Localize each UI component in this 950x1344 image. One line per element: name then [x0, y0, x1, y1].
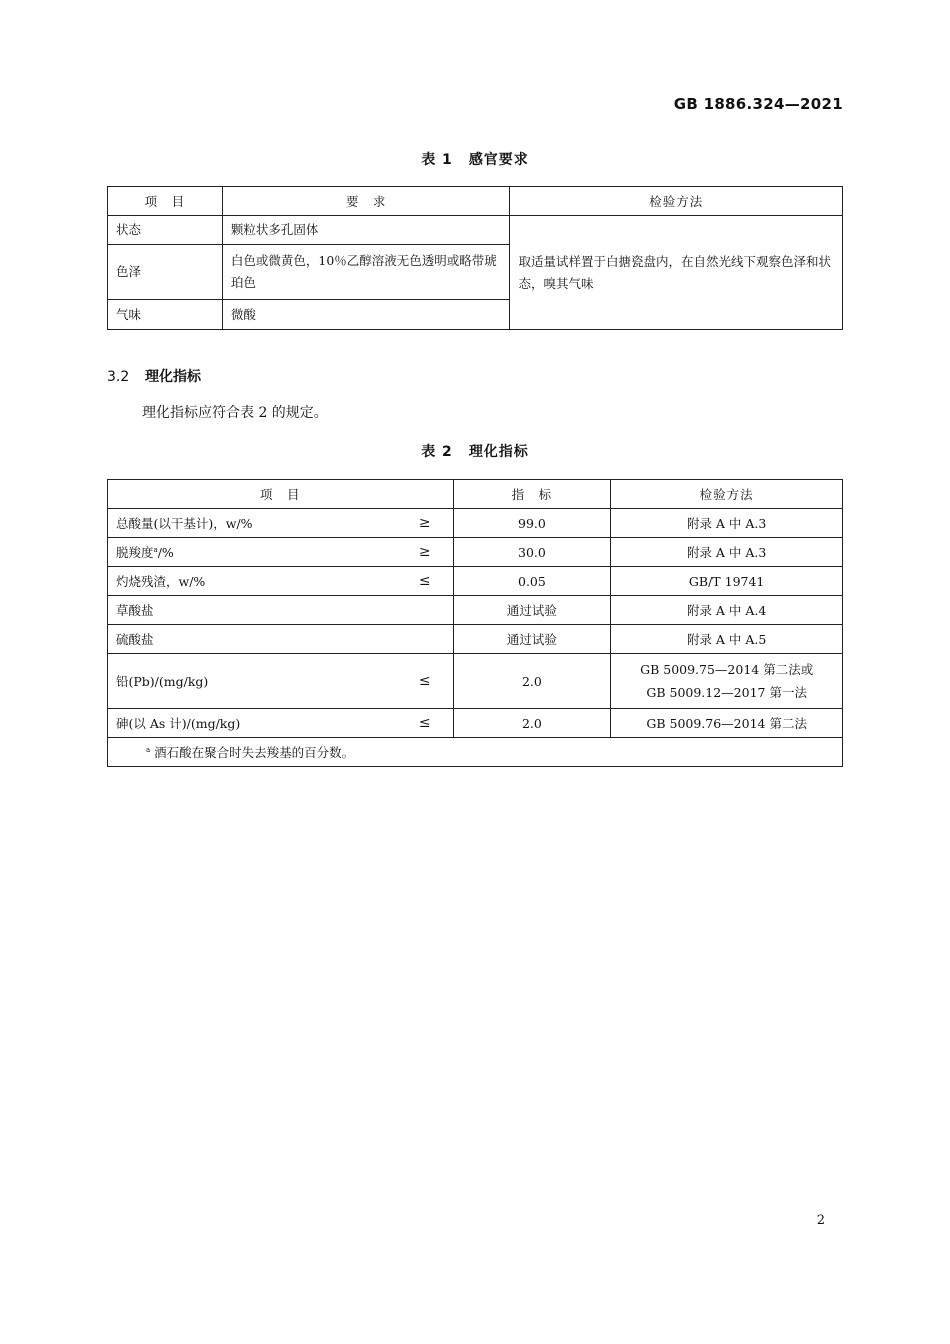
table2-number: 表 2 [421, 444, 453, 460]
footnote-mark: a [146, 745, 151, 754]
table1-header-method: 检验方法 [510, 187, 843, 216]
section-number: 3.2 [107, 369, 130, 385]
table2-cell-value: 通过试验 [453, 625, 611, 654]
table2-cell-method: GB/T 19741 [611, 567, 843, 596]
table-row [108, 216, 843, 245]
table2-cell-value: 2.0 [453, 709, 611, 738]
footnote-ref: a [153, 545, 158, 554]
table2-cell-method: 附录 A 中 A.5 [611, 625, 843, 654]
table2-cell-item: 总酸量(以干基计)，w/% [116, 516, 253, 531]
table2-cell-value: 99.0 [453, 509, 611, 538]
table2-cell-value: 30.0 [453, 538, 611, 567]
comparison-symbol: ≥ [418, 515, 431, 531]
table2-header-item: 项 目 [108, 480, 454, 509]
table2-cell-method: GB 5009.75—2014 第二法或 GB 5009.12—2017 第一法 [611, 654, 843, 709]
table-row [108, 625, 843, 654]
table-physicochemical-indices [107, 479, 843, 767]
table1-cell-requirement: 颗粒状多孔固体 [222, 216, 510, 245]
table1-title: 感官要求 [468, 152, 529, 168]
table2-cell-value: 0.05 [453, 567, 611, 596]
table1-number: 表 1 [421, 152, 453, 168]
section-paragraph: 理化指标应符合表 2 的规定。 [142, 405, 328, 421]
table2-footnote [108, 738, 843, 767]
table2-cell-method: 附录 A 中 A.3 [611, 538, 843, 567]
comparison-symbol: ≤ [418, 573, 431, 589]
table-row [108, 567, 843, 596]
table1-cell-requirement: 白色或微黄色，10％乙醇溶液无色透明或略带琥珀色 [222, 245, 510, 300]
table2-cell-method: GB 5009.76—2014 第二法 [611, 709, 843, 738]
table2-cell-item: 草酸盐 [116, 603, 154, 618]
table2-cell-value: 通过试验 [453, 596, 611, 625]
section-heading [107, 366, 201, 386]
table2-title: 理化指标 [468, 444, 529, 460]
table1-header-requirement: 要 求 [222, 187, 510, 216]
standard-number: GB 1886.324—2021 [673, 95, 843, 113]
table2-cell-item: 脱羧度$^a$/% [116, 545, 174, 560]
comparison-symbol: ≤ [418, 673, 431, 689]
table-row [108, 654, 843, 709]
table-row [108, 596, 843, 625]
table2-header-index: 指 标 [453, 480, 611, 509]
table-footnote-row [108, 738, 843, 767]
table-row [108, 709, 843, 738]
table1-cell-item: 状态 [108, 216, 223, 245]
table1-caption [0, 149, 950, 169]
table1-cell-requirement: 微酸 [222, 300, 510, 330]
table2-header-method: 检验方法 [611, 480, 843, 509]
comparison-symbol: ≤ [418, 715, 431, 731]
table-row [108, 538, 843, 567]
table2-caption [0, 441, 950, 461]
table2-cell-item: 砷(以 As 计)/(mg/kg) [116, 716, 241, 731]
comparison-symbol: ≥ [418, 544, 431, 560]
table2-cell-item: 灼烧残渣，w/% [116, 574, 206, 589]
page-number: 2 [816, 1213, 825, 1228]
table-sensory-requirements [107, 186, 843, 330]
table2-cell-value: 2.0 [453, 654, 611, 709]
table2-cell-method: 附录 A 中 A.4 [611, 596, 843, 625]
table1-cell-item: 气味 [108, 300, 223, 330]
table-row [108, 509, 843, 538]
table1-cell-item: 色泽 [108, 245, 223, 300]
table1-cell-method: 取适量试样置于白搪瓷盘内，在自然光线下观察色泽和状态，嗅其气味 [510, 216, 843, 330]
footnote-text: 酒石酸在聚合时失去羧基的百分数。 [154, 745, 355, 760]
section-title: 理化指标 [145, 369, 201, 385]
table2-cell-item: 硫酸盐 [116, 632, 154, 647]
table2-cell-method: 附录 A 中 A.3 [611, 509, 843, 538]
table2-cell-item: 铅(Pb)/(mg/kg) [116, 674, 209, 689]
table1-header-item: 项 目 [108, 187, 223, 216]
